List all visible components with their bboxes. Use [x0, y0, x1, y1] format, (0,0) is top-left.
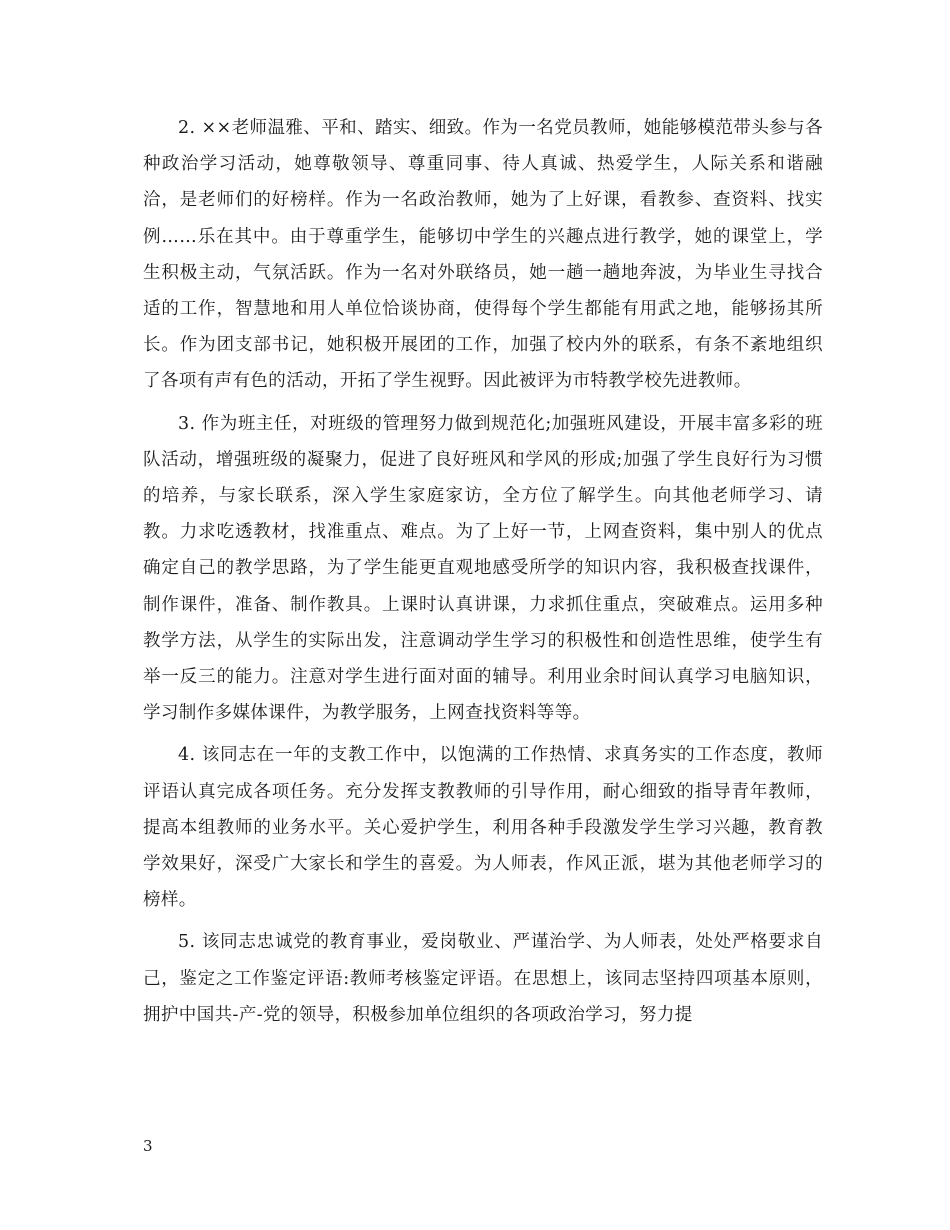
paragraph-4: 4. 该同志在一年的支教工作中，以饱满的工作热情、求真务实的工作态度，教师评语认真完成各项任务。充分发挥支教教师的引导作用，耐心细致的指导青年教师，提高本组教师的业务水平。关心爱护学生，利用各种手段激发学生学习兴趣，教育教学效果好，深受广大家长和学生的喜爱。为人师表，作风正派，堪为其他老师学习的榜样。: [143, 745, 823, 911]
paragraph-5: 5. 该同志忠诚党的教育事业，爱岗敬业、严谨治学、为人师表，处处严格要求自己，鉴定之工作鉴定评语:教师考核鉴定评语。在思想上，该同志坚持四项基本原则，拥护中国共-产-党的领导，积极参加单位组织的各项政治学习，努力提: [143, 932, 823, 1025]
document-body: [143, 110, 823, 1039]
paragraph-3: 3. 作为班主任，对班级的管理努力做到规范化;加强班风建设，开展丰富多彩的班队活动，增强班级的凝聚力，促进了良好班风和学风的形成;加强了学生良好行为习惯的培养，与家长联系，深入学生家庭家访，全方位了解学生。向其他老师学习、请教。力求吃透教材，找准重点、难点。为了上好一节，上网查资料，集中别人的优点确定自己的教学思路，为了学生能更直观地感受所学的知识内容，我积极查找课件，制作课件，准备、制作教具。上课时认真讲课，力求抓住重点，突破难点。运用多种教学方法，从学生的实际出发，注意调动学生学习的积极性和创造性思维，使学生有举一反三的能力。注意对学生进行面对面的辅导。利用业余时间认真学习电脑知识，学习制作多媒体课件，为教学服务，上网查找资料等等。: [143, 413, 823, 724]
page-number: 3: [143, 1137, 153, 1155]
paragraph-2: 2. ××老师温雅、平和、踏实、细致。作为一名党员教师，她能够模范带头参与各种政治学习活动，她尊敬领导、尊重同事、待人真诚、热爱学生，人际关系和谐融洽，是老师们的好榜样。作为一名政治教师，她为了上好课，看教参、查资料、找实例……乐在其中。由于尊重学生，能够切中学生的兴趣点进行教学，她的课堂上，学生积极主动，气氛活跃。作为一名对外联络员，她一趟一趟地奔波，为毕业生寻找合适的工作，智慧地和用人单位恰谈协商，使得每个学生都能有用武之地，能够扬其所长。作为团支部书记，她积极开展团的工作，加强了校内外的联系，有条不紊地组织了各项有声有色的活动，开拓了学生视野。因此被评为市特教学校先进教师。: [143, 118, 823, 392]
